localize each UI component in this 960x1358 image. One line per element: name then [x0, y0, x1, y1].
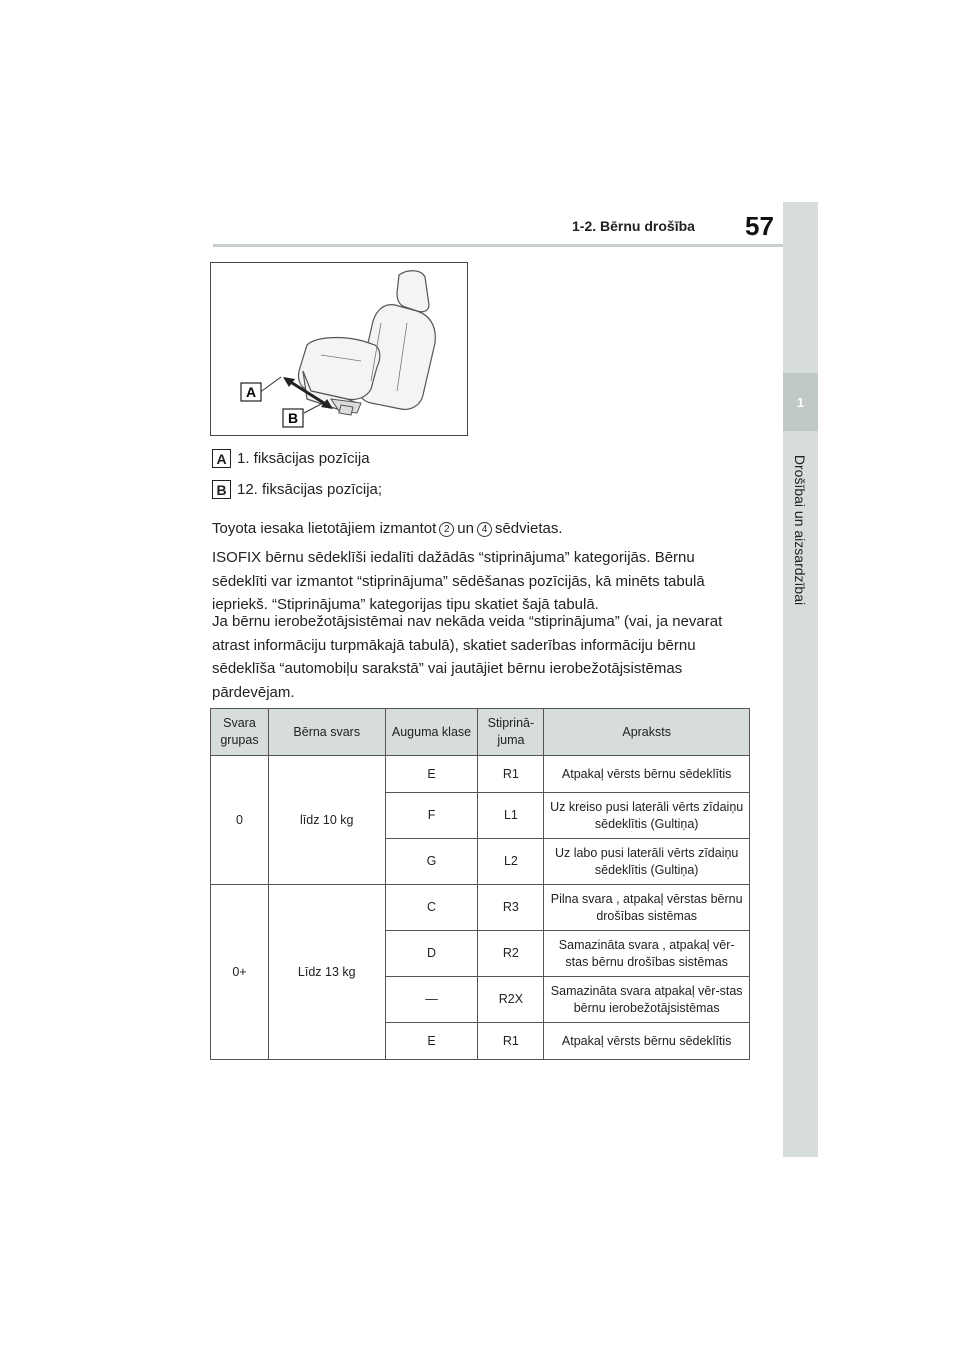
description-cell: Uz kreiso pusi laterāli vērts zīdaiņu sēdeklītis (Gultiņa): [544, 793, 750, 839]
fixture-cell: L1: [478, 793, 544, 839]
seat-illustration: [210, 262, 468, 436]
fixture-cell: R1: [478, 756, 544, 793]
chapter-side-tab: [783, 202, 818, 1157]
description-cell: Atpakaļ vērsts bērnu sēdeklītis: [544, 1023, 750, 1060]
fixture-cell: R2: [478, 931, 544, 977]
header-child-weight: Bērna svars: [268, 709, 385, 756]
fixture-cell: R2X: [478, 977, 544, 1023]
fixture-cell: R1: [478, 1023, 544, 1060]
child-weight-cell: līdz 10 kg: [268, 756, 385, 885]
description-cell: Samazināta svara atpakaļ vēr-stas bērnu ierobežotājsistēmas: [544, 977, 750, 1023]
weight-group-cell: 0+: [211, 885, 269, 1060]
legend-item-b: [212, 480, 382, 499]
description-cell: Uz labo pusi laterāli vērts zīdaiņu sēdeklītis (Gultiņa): [544, 839, 750, 885]
figure-label-b: B: [287, 410, 299, 426]
chapter-title: Drošībai un aizsardzībai: [792, 454, 808, 606]
size-class-cell: F: [385, 793, 478, 839]
fixture-cell: R3: [478, 885, 544, 931]
isofix-size-class-table: [210, 708, 750, 1060]
chapter-number: 1: [783, 373, 818, 431]
legend-text-b: 12. fiksācijas pozīcija;: [237, 481, 383, 498]
table-row: [211, 756, 750, 793]
description-cell: Pilna svara , atpakaļ vērstas bērnu drošības sistēmas: [544, 885, 750, 931]
header-weight-group: Svara grupas: [211, 709, 269, 756]
legend-key-b: B: [212, 480, 231, 499]
size-class-cell: E: [385, 756, 478, 793]
isofix-paragraph: ISOFIX bērnu sēdeklīši iedalīti dažādās “stiprinājuma” kategorijās. Bērnu sēdeklīti var izmantot “stiprinājuma” sēdēšanas pozīcijās, kā minēts tabulā iepriekš. “Stiprinājuma” kategorijas tipu skatiet šajā tabulā.: [212, 549, 705, 613]
fixture-cell: L2: [478, 839, 544, 885]
car-seat-icon: [211, 263, 467, 435]
recommendation-text: Toyota iesaka lietotājiem izmantot 2 un 4 sēdvietas.: [212, 520, 563, 537]
size-class-cell: E: [385, 1023, 478, 1060]
table-row: [211, 885, 750, 931]
header-divider: [213, 244, 783, 247]
child-weight-cell: Līdz 13 kg: [268, 885, 385, 1060]
size-class-cell: G: [385, 839, 478, 885]
size-class-cell: —: [385, 977, 478, 1023]
legend-item-a: [212, 449, 370, 468]
legend-key-a: A: [212, 449, 231, 468]
legend-text-a: 1. fiksācijas pozīcija: [237, 450, 370, 467]
seat-number-icon: 2: [439, 522, 454, 537]
seat-number-icon: 4: [477, 522, 492, 537]
table-header-row: [211, 709, 750, 756]
size-class-cell: D: [385, 931, 478, 977]
page-number: 57: [745, 211, 774, 241]
section-title: 1-2. Bērnu drošība: [572, 218, 695, 234]
header-size-class: Auguma klase: [385, 709, 478, 756]
weight-group-cell: 0: [211, 756, 269, 885]
figure-label-a: A: [245, 384, 257, 400]
description-cell: Atpakaļ vērsts bērnu sēdeklītis: [544, 756, 750, 793]
size-class-cell: C: [385, 885, 478, 931]
description-cell: Samazināta svara , atpakaļ vēr-stas bērnu drošības sistēmas: [544, 931, 750, 977]
header-fixture: Stiprinā-juma: [478, 709, 544, 756]
no-fixture-paragraph: Ja bērnu ierobežotājsistēmai nav nekāda veida “stiprinājuma” (vai, ja nevarat atrast informāciju turpmākajā tabulā), skatiet saderības informāciju bērnu sēdeklīša “automobiļu sarakstā” vai jautājiet bērnu ierobežotājsistēmas pārdevējam.: [212, 613, 723, 701]
header-description: Apraksts: [544, 709, 750, 756]
